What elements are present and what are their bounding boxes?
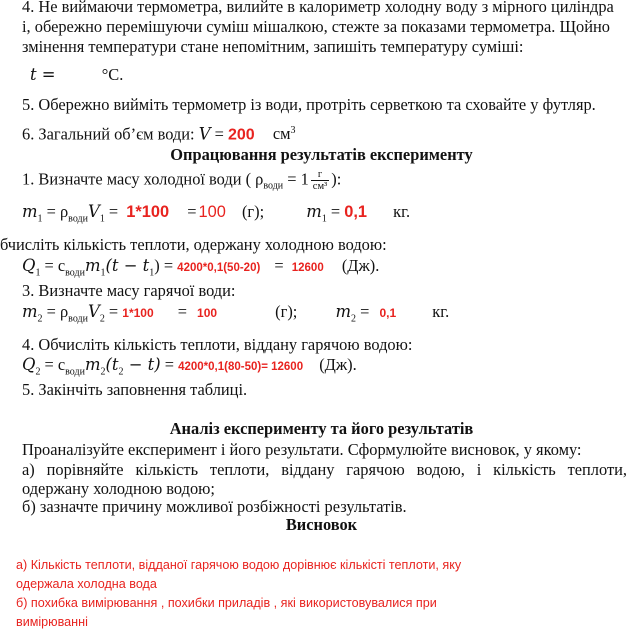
q1-close: ) bbox=[154, 256, 160, 275]
q1-lhs: Q bbox=[22, 256, 36, 275]
m2-rho-sub: води bbox=[68, 313, 88, 325]
m2-kg-unit: кг. bbox=[432, 302, 450, 321]
item1-close: ): bbox=[331, 169, 342, 189]
analysis-line1: Проаналізуйте експеримент і його результати. Сформулюйте висновок, у якому: bbox=[22, 440, 582, 459]
conclusion-line4: вимірюванні bbox=[16, 615, 88, 629]
formula-m1 bbox=[22, 202, 410, 229]
item5-text: 5. Закінчіть заповнення таблиці. bbox=[22, 380, 248, 399]
q1-c-sub: води bbox=[65, 267, 85, 279]
m2-eq: = ρ bbox=[42, 302, 69, 321]
item2-text: бчисліть кількість теплоти, одержану холодною водою: bbox=[0, 235, 387, 254]
step4-line2: і, обережно перемішуючи суміш мішалкою, стежте за показами термометра. Щойно bbox=[22, 17, 610, 36]
m2-value-answer: 100 bbox=[197, 306, 218, 320]
m1-unit: (г); bbox=[241, 202, 265, 221]
volume-answer: 200 bbox=[228, 126, 255, 144]
volume-unit-exponent: 3 bbox=[290, 125, 296, 136]
analysis-line3: одержану холодною водою; bbox=[22, 479, 215, 498]
q2-m-sub: 2 bbox=[100, 366, 106, 378]
q1-m-sub: 1 bbox=[100, 267, 106, 279]
q1-unit: (Дж). bbox=[341, 256, 380, 275]
processing-heading: Опрацювання результатів експерименту bbox=[170, 145, 473, 164]
item1-line bbox=[22, 169, 341, 197]
m2-kg-lhs: m bbox=[335, 302, 352, 321]
q1-t-sub: 1 bbox=[149, 267, 155, 279]
q2-eq: = c bbox=[40, 355, 66, 374]
q1-eq3: = bbox=[274, 256, 288, 275]
q1-eq: = c bbox=[40, 256, 66, 275]
item3-text: 3. Визначте масу гарячої води: bbox=[22, 281, 236, 300]
m1-kg-answer: 0,1 bbox=[344, 203, 368, 221]
q2-answer: 4200*0,1(80-50)= 12600 bbox=[178, 361, 304, 373]
m2-unit: (г); bbox=[275, 302, 298, 321]
m2-kg-sub: 2 bbox=[351, 313, 357, 325]
m2-v: V bbox=[87, 302, 100, 321]
q1-m: m bbox=[84, 256, 101, 275]
density-denominator: см³ bbox=[312, 181, 328, 192]
m1-rho-sub: води bbox=[68, 213, 88, 225]
m1-v: V bbox=[87, 202, 100, 221]
q2-unit: (Дж). bbox=[319, 355, 357, 374]
m1-kg-sub: 1 bbox=[321, 213, 327, 225]
m1-eq3: = bbox=[187, 202, 197, 221]
m1-lhs-sub: 1 bbox=[37, 213, 43, 225]
m2-eq4: = bbox=[356, 302, 374, 321]
step6-line bbox=[22, 121, 295, 145]
volume-eq: = bbox=[210, 124, 228, 144]
q2-close: − t) bbox=[123, 355, 161, 374]
q2-lhs: Q bbox=[22, 355, 36, 374]
formula-m2 bbox=[22, 302, 449, 329]
q1-value-answer: 12600 bbox=[291, 262, 324, 274]
m1-kg-unit: кг. bbox=[393, 202, 411, 221]
q2-m: m bbox=[84, 355, 101, 374]
q1-paren: (t − t bbox=[105, 256, 150, 275]
volume-var: V bbox=[198, 124, 211, 144]
conclusion-line1: а) Кількість теплоти, відданої гарячою водою дорівнює кількісті теплоти, яку bbox=[16, 558, 462, 572]
q2-t-sub: 2 bbox=[118, 366, 124, 378]
item1-text: 1. Визначте масу холодної води ( ρ bbox=[22, 169, 264, 189]
q2-eq2: = bbox=[160, 355, 179, 374]
density-fraction bbox=[311, 169, 329, 192]
q1-lhs-sub: 1 bbox=[35, 267, 41, 279]
m2-eq2: = bbox=[104, 302, 123, 321]
temperature-line bbox=[30, 65, 123, 85]
m1-kg-lhs: m bbox=[306, 202, 322, 221]
volume-unit: см bbox=[272, 124, 291, 144]
m1-value-answer: 100 bbox=[198, 203, 226, 221]
conclusion-heading: Висновок bbox=[285, 515, 358, 534]
m2-lhs-sub: 2 bbox=[37, 313, 43, 325]
m1-eq4: = bbox=[326, 202, 345, 221]
formula-q1 bbox=[22, 256, 379, 283]
q2-c-sub: води bbox=[65, 366, 85, 378]
m2-eq3: = bbox=[177, 302, 188, 321]
m1-eq: = ρ bbox=[42, 202, 69, 221]
temperature-unit: °C. bbox=[101, 65, 124, 84]
m1-v-sub: 1 bbox=[99, 213, 105, 225]
m2-calc-answer: 1*100 bbox=[122, 306, 154, 320]
item4-text: 4. Обчисліть кількість теплоти, віддану гарячою водою: bbox=[22, 335, 413, 354]
m1-lhs: m bbox=[22, 202, 38, 221]
item1-rho-sub: води bbox=[263, 180, 284, 192]
analysis-line2: а) порівняйте кількість теплоти, віддану гарячою водою, і кількість теплоти, bbox=[22, 460, 627, 479]
formula-q2 bbox=[22, 355, 357, 382]
conclusion-line2: одержала холодна вода bbox=[16, 577, 157, 591]
conclusion-line3: б) похибка вимірювання , похибки приладів , які використовувалися при bbox=[16, 596, 437, 610]
m2-v-sub: 2 bbox=[99, 313, 105, 325]
step6-text: 6. Загальний об’єм води: bbox=[22, 124, 199, 144]
m2-kg-answer: 0,1 bbox=[379, 306, 397, 320]
step4-line3: змінення температури стане непомітним, запишіть температуру суміші: bbox=[22, 37, 524, 56]
q2-lhs-sub: 2 bbox=[35, 366, 41, 378]
step5-text: 5. Обережно вийміть термометр із води, протріть серветкою та сховайте у футляр. bbox=[22, 95, 596, 114]
q1-eq2: = bbox=[159, 256, 178, 275]
m1-eq2: = bbox=[104, 202, 123, 221]
m2-lhs: m bbox=[22, 302, 38, 321]
density-numerator: г bbox=[311, 169, 329, 181]
m1-calc-answer: 1*100 bbox=[126, 203, 170, 221]
analysis-line4: б) зазначте причину можливої розбіжності результатів. bbox=[22, 497, 407, 516]
step4-line1: 4. Не виймаючи термометра, вилийте в калориметр холодну воду з мірного циліндра bbox=[22, 0, 614, 16]
temperature-label: t = bbox=[30, 65, 56, 84]
q2-paren: (t bbox=[105, 355, 119, 374]
item1-eq: = 1 bbox=[283, 169, 309, 189]
analysis-heading: Аналіз експерименту та його результатів bbox=[169, 419, 474, 438]
q1-calc-answer: 4200*0,1(50-20) bbox=[177, 262, 261, 274]
